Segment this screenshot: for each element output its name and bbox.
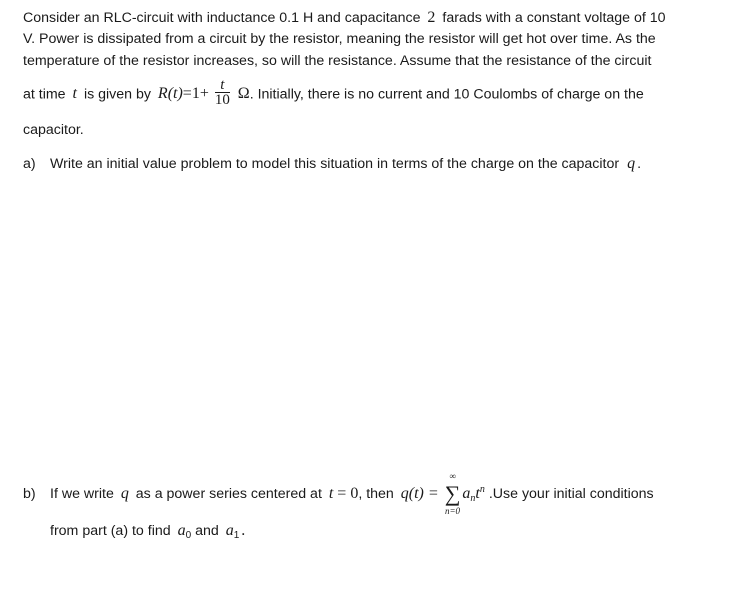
coefficient-a1: a — [225, 522, 234, 539]
part-a-label: a) — [23, 156, 36, 172]
coefficient-a: a — [462, 485, 471, 503]
text-segment: . — [241, 522, 246, 539]
part-b-line-2 — [50, 522, 245, 540]
part-b-label: b) — [23, 486, 36, 503]
problem-line-2 — [23, 31, 656, 47]
text-segment: .Use your initial conditions — [488, 486, 654, 503]
resistance-fraction — [215, 78, 230, 107]
summation-symbol — [444, 471, 461, 516]
fraction-numerator: t — [215, 78, 230, 93]
coefficient-a0: a — [177, 522, 186, 539]
equals-zero: = 0 — [337, 485, 359, 503]
text-segment: and — [195, 523, 219, 539]
text-segment: If we write — [50, 486, 114, 503]
capacitance-value: 2 — [427, 9, 436, 26]
part-a-text: Write an initial value problem to model this situation in terms of the charge on the capacitor — [50, 156, 620, 172]
ohm-symbol: Ω — [237, 85, 250, 103]
resistance-formula — [158, 85, 213, 102]
problem-line-5 — [23, 122, 84, 138]
time-variable: t — [72, 85, 77, 103]
text-segment: farads with a constant voltage of 10 — [442, 10, 666, 26]
problem-line-1 — [23, 9, 666, 27]
resistance-lhs: R(t) — [157, 85, 183, 103]
text-segment: at time — [23, 86, 66, 103]
part-b-line-1 — [23, 471, 654, 516]
problem-line-4 — [23, 77, 644, 109]
coefficient-a1-subscript: 1 — [233, 530, 240, 541]
problem-line-3 — [23, 53, 651, 69]
part-a — [23, 155, 641, 173]
text-segment: from part (a) to find — [50, 523, 171, 539]
term-t: t — [475, 485, 480, 503]
text-segment: , then — [358, 486, 394, 503]
series-lhs: q(t) = — [400, 485, 439, 503]
series-formula — [400, 471, 489, 516]
text-segment: as a power series centered at — [135, 486, 322, 503]
term-exponent: n — [479, 484, 485, 496]
time-variable: t — [328, 485, 334, 503]
text-segment: . — [637, 156, 642, 172]
charge-variable: q — [120, 485, 129, 503]
coefficient-subscript: n — [470, 493, 476, 505]
coefficient-a0-subscript: 0 — [185, 530, 192, 541]
sigma-lower-limit: n=0 — [444, 506, 461, 516]
text-segment: temperature of the resistor increases, so will the resistance. Assume that the resistance of the circuit — [23, 53, 652, 69]
fraction-denominator: 10 — [214, 92, 230, 108]
text-segment: capacitor. — [23, 122, 84, 138]
charge-variable: q — [627, 155, 636, 172]
sigma-upper-limit: ∞ — [449, 471, 456, 481]
text-segment: Consider an RLC-circuit with inductance 0.1 H and capacitance — [23, 10, 421, 26]
sigma-icon: ∑ — [444, 481, 461, 506]
text-segment: V. Power is dissipated from a circuit by the resistor, meaning the resistor will get hot over time. As the — [23, 31, 656, 47]
center-condition — [329, 485, 358, 502]
text-segment: . Initially, there is no current and 10 Coulombs of charge on the — [249, 86, 644, 103]
resistance-equals: =1+ — [182, 85, 209, 103]
text-segment: is given by — [83, 86, 151, 103]
